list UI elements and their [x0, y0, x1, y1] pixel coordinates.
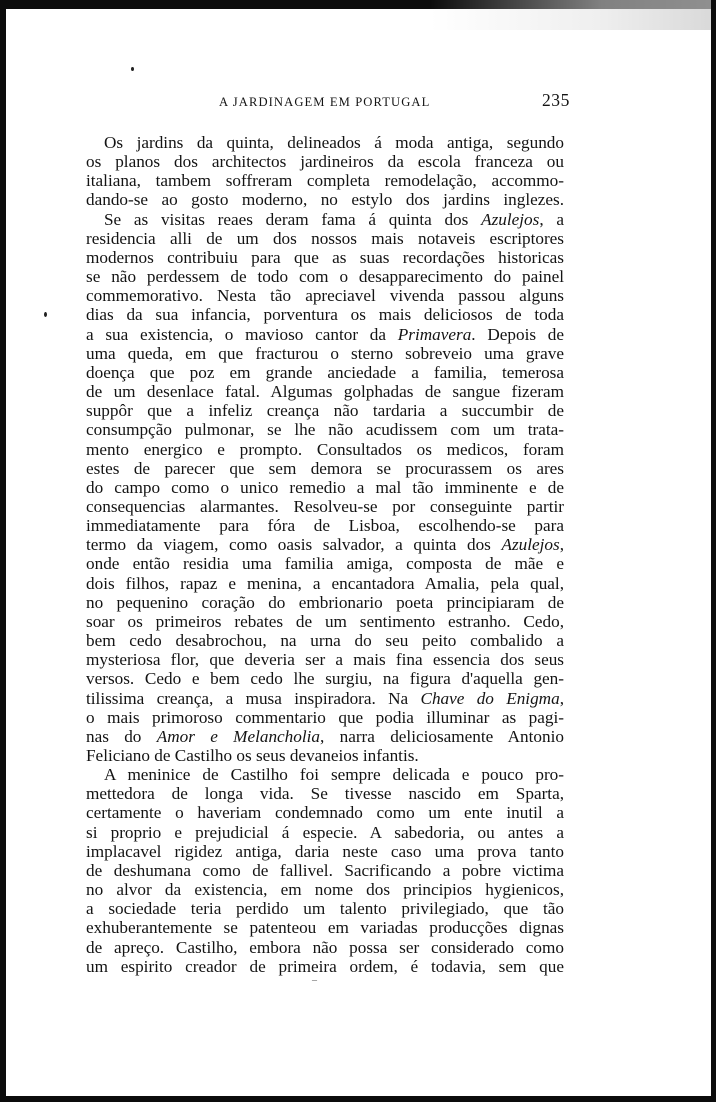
text-line: dias da sua infancia, porventura os mais deliciosos de toda	[86, 305, 564, 325]
text-line: suppôr que a infeliz creança não tardaria a succumbir de	[86, 401, 564, 421]
text-line: de um desenlace fatal. Algumas golphadas de sangue fizeram	[86, 382, 564, 402]
page-header	[86, 90, 570, 114]
text-line: soar os primeiros rebates de um sentimento estranho. Cedo,	[86, 611, 564, 631]
text-line: versos. Cedo e bem cedo lhe surgiu, na figura d'aquella gen-	[86, 669, 564, 689]
scan-speck	[44, 312, 47, 317]
text-line: se não perdessem de todo com o desapparecimento do painel	[86, 267, 564, 287]
body-text	[86, 133, 564, 976]
text-line: no pequenino coração do embrionario poeta principiaram de	[86, 592, 564, 612]
text-line: termo da viagem, como oasis salvador, a quinta dos Azulejos,	[86, 535, 564, 555]
text-line: immediatamente para fóra de Lisboa, escolhendo-se para	[86, 516, 564, 536]
text-line: modernos contribuiu para que as suas recordações historicas	[86, 247, 564, 267]
text-line: mettedora de longa vida. Se tivesse nascido em Sparta,	[86, 784, 564, 804]
scan-shading	[430, 0, 716, 30]
text-line: uma queda, em que fracturou o sterno sobreveio uma grave	[86, 343, 564, 363]
scan-border-right	[711, 0, 716, 1102]
text-line: commemorativo. Nesta tão apreciavel vivenda passou alguns	[86, 286, 564, 306]
text-line: implacavel rigidez antiga, daria neste caso uma prova tanto	[86, 841, 564, 861]
footer-mark: –	[312, 975, 317, 986]
text-line: de apreço. Castilho, embora não possa ser considerado como	[86, 937, 564, 957]
text-line: um espirito creador de primeira ordem, é todavia, sem que	[86, 956, 564, 976]
scan-border-left	[0, 0, 6, 1102]
scan-speck	[131, 67, 134, 71]
text-line: mysteriosa flor, que deveria ser a mais fina essencia dos seus	[86, 650, 564, 670]
text-line: residencia alli de um dos nossos mais notaveis escriptores	[86, 228, 564, 248]
text-line: Feliciano de Castilho os seus devaneios infantis.	[86, 746, 419, 765]
text-line: a sociedade teria perdido um talento privilegiado, que tão	[86, 899, 564, 919]
text-line: o mais primoroso commentario que podia illuminar as pagi-	[86, 707, 564, 727]
text-line: onde então residia uma familia amiga, composta de mãe e	[86, 554, 564, 574]
text-line: certamente o haveriam condemnado como um ente inutil a	[86, 803, 564, 823]
text-line: mento energico e prompto. Consultados os medicos, foram	[86, 439, 564, 459]
page-number: 235	[541, 90, 570, 110]
text-line: consequencias alarmantes. Resolveu-se por conseguinte partir	[86, 496, 564, 516]
text-line: A meninice de Castilho foi sempre delicada e pouco pro-	[104, 765, 564, 785]
text-line: si proprio e prejudicial á especie. A sabedoria, ou antes a	[86, 822, 564, 842]
text-line: os planos dos architectos jardineiros da escola franceza ou	[86, 152, 564, 172]
text-line: estes de parecer que sem demora se procurassem os ares	[86, 458, 564, 478]
text-line: dois filhos, rapaz e menina, a encantadora Amalia, pela qual,	[86, 573, 564, 593]
text-line: do campo como o unico remedio a mal tão imminente e de	[86, 477, 564, 497]
scan-border-bottom	[0, 1096, 716, 1102]
text-line: Se as visitas reaes deram fama á quinta dos Azulejos, a	[104, 209, 564, 229]
text-line: italiana, tambem soffreram completa remodelação, accommo-	[86, 171, 564, 191]
text-line: bem cedo desabrochou, na urna do seu peito combalido a	[86, 631, 564, 651]
text-line: dando-se ao gosto moderno, no estylo dos jardins inglezes.	[86, 190, 564, 210]
text-line: Os jardins da quinta, delineados á moda antiga, segundo	[104, 133, 564, 152]
text-line: no alvor da existencia, em nome dos principios hygienicos,	[86, 880, 564, 900]
text-line: de deshumana como de fallivel. Sacrificando a pobre victima	[86, 860, 564, 880]
text-line: a sua existencia, o mavioso cantor da Primavera. Depois de	[86, 324, 564, 344]
text-line: doença que poz em grande anciedade a familia, temerosa	[86, 362, 564, 382]
text-line: consumpção pulmonar, se lhe não acudissem com um trata-	[86, 420, 564, 440]
text-line: exhuberantemente se patenteou em variadas producções dignas	[86, 918, 564, 938]
text-line: nas do Amor e Melancholia, narra deliciosamente Antonio	[86, 726, 564, 746]
running-title: A JARDINAGEM EM PORTUGAL	[219, 95, 431, 109]
text-line: tilissima creança, a musa inspiradora. Na Chave do Enigma,	[86, 688, 564, 708]
